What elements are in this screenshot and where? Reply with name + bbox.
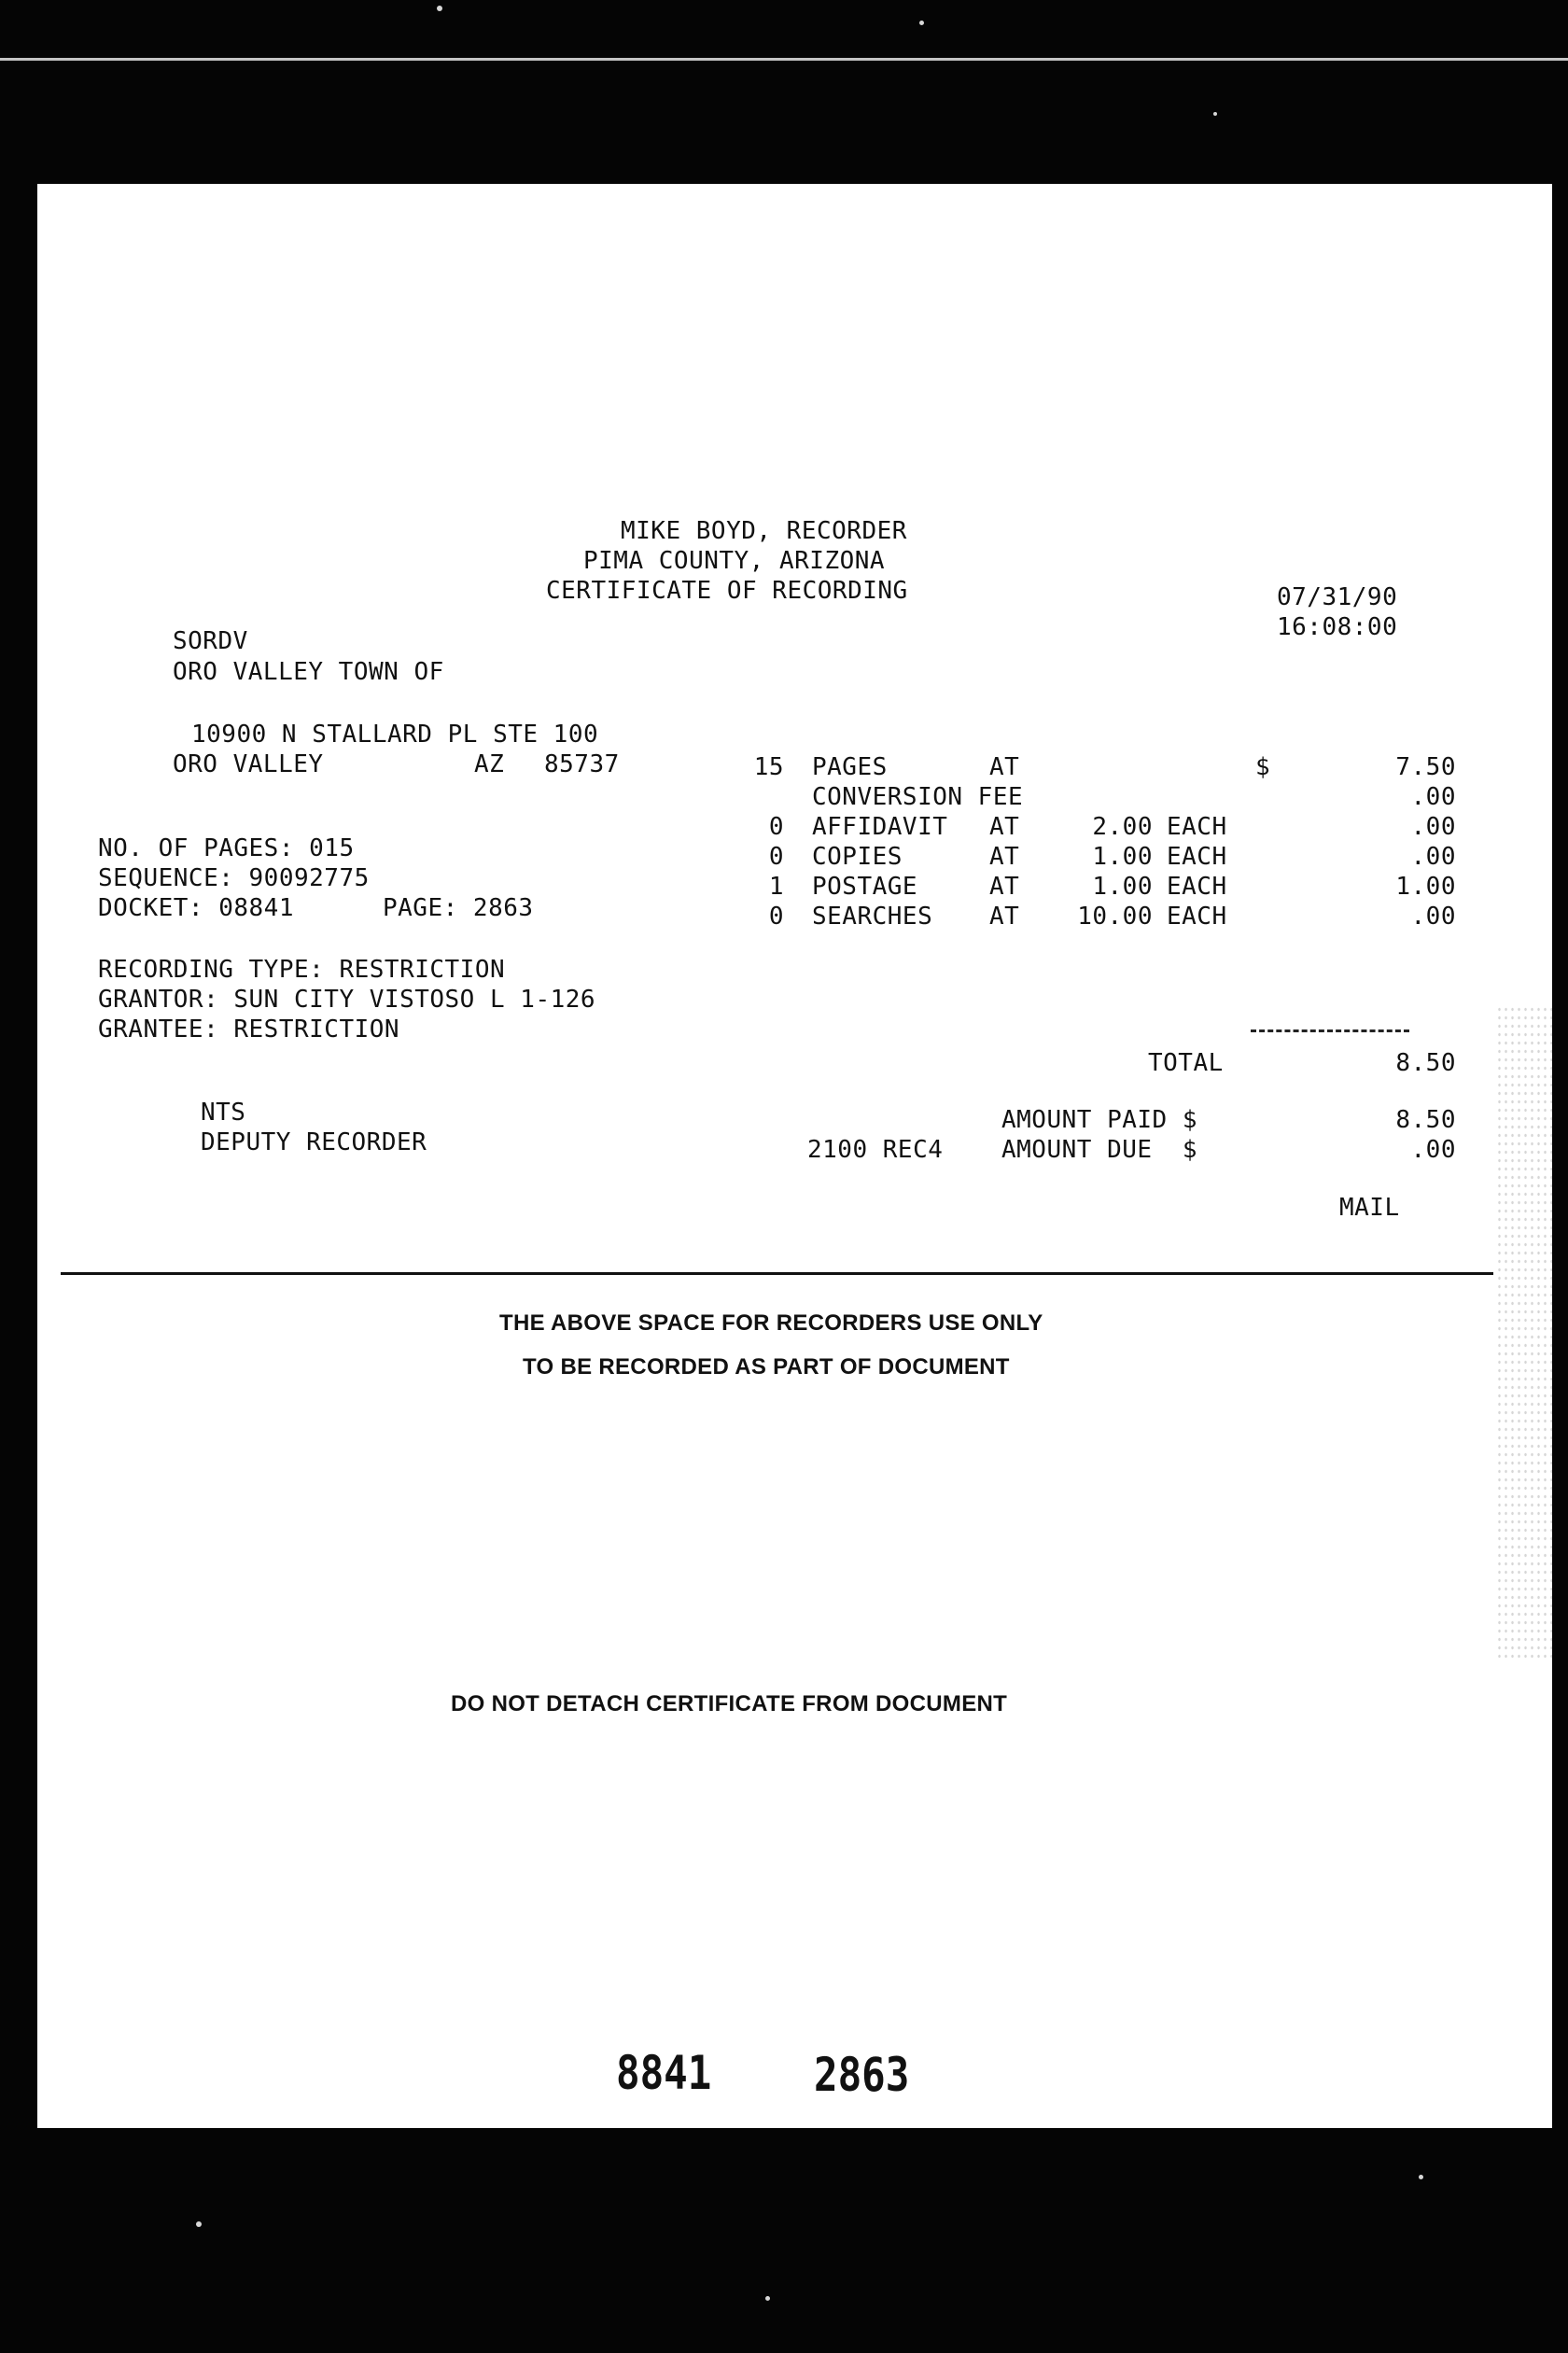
fee-qty: 0	[768, 813, 784, 841]
scan-speck	[437, 6, 442, 11]
party-city: ORO VALLEY	[173, 750, 324, 778]
fee-at: AT	[989, 813, 1020, 841]
fee-rate: 10.00	[1077, 903, 1153, 931]
scan-speck	[1213, 112, 1217, 116]
recording-type: RECORDING TYPE: RESTRICTION	[98, 956, 506, 984]
fee-item: PAGES	[812, 753, 888, 781]
number-of-pages: NO. OF PAGES: 015	[98, 834, 355, 862]
record-time: 16:08:00	[1277, 613, 1398, 641]
fee-item: AFFIDAVIT	[812, 813, 948, 841]
scan-speck	[765, 2296, 770, 2301]
scan-speck	[1419, 2175, 1423, 2179]
fee-amount: .00	[1410, 903, 1456, 931]
amount-paid: 8.50	[1395, 1106, 1456, 1134]
scan-edge-line	[0, 58, 1568, 61]
fee-amount: .00	[1410, 783, 1456, 811]
fee-item: COPIES	[812, 843, 903, 871]
do-not-detach-notice: DO NOT DETACH CERTIFICATE FROM DOCUMENT	[451, 1691, 1008, 1716]
fee-each: EACH	[1167, 873, 1227, 901]
fee-amount: 1.00	[1395, 873, 1456, 901]
fee-qty: 0	[768, 903, 784, 931]
recorder-space-rule	[61, 1272, 1493, 1275]
amount-due: .00	[1410, 1136, 1456, 1164]
recorder-use-notice: THE ABOVE SPACE FOR RECORDERS USE ONLY	[499, 1310, 1043, 1336]
register-code: 2100 REC4	[807, 1136, 944, 1164]
fee-at: AT	[989, 753, 1020, 781]
fee-qty: 15	[753, 753, 784, 781]
fee-item: CONVERSION FEE	[812, 783, 1024, 811]
scan-speck	[919, 21, 924, 25]
total-amount: 8.50	[1395, 1049, 1456, 1077]
fee-item: SEARCHES	[812, 903, 933, 931]
record-date: 07/31/90	[1277, 583, 1398, 611]
scan-speck	[196, 2221, 202, 2227]
docket-stamp: 8841	[616, 2046, 712, 2100]
party-state: AZ	[474, 750, 505, 778]
fee-amount: 7.50	[1395, 753, 1456, 781]
fee-rate: 2.00	[1092, 813, 1153, 841]
fee-rate: 1.00	[1092, 843, 1153, 871]
deputy-title: DEPUTY RECORDER	[201, 1128, 427, 1156]
grantee: GRANTEE: RESTRICTION	[98, 1015, 400, 1043]
amount-paid-label: AMOUNT PAID $	[1001, 1106, 1197, 1134]
fee-at: AT	[989, 903, 1020, 931]
fee-amount: .00	[1410, 843, 1456, 871]
grantor: GRANTOR: SUN CITY VISTOSO L 1-126	[98, 986, 596, 1014]
party-zip: 85737	[544, 750, 620, 778]
page-number: PAGE: 2863	[383, 894, 534, 922]
total-rule	[1251, 1029, 1409, 1032]
total-label: TOTAL	[1148, 1049, 1224, 1077]
fee-at: AT	[989, 843, 1020, 871]
docket-number: DOCKET: 08841	[98, 894, 294, 922]
fee-qty: 0	[768, 843, 784, 871]
certificate-title: CERTIFICATE OF RECORDING	[546, 577, 908, 605]
fee-each: EACH	[1167, 813, 1227, 841]
scan-noise	[1496, 1005, 1552, 1659]
fee-rate: 1.00	[1092, 873, 1153, 901]
record-as-part-notice: TO BE RECORDED AS PART OF DOCUMENT	[523, 1354, 1010, 1380]
fee-qty: 1	[768, 873, 784, 901]
fee-each: EACH	[1167, 843, 1227, 871]
party-code: SORDV	[173, 627, 248, 655]
certificate-page	[37, 184, 1552, 2128]
party-name: ORO VALLEY TOWN OF	[173, 658, 444, 686]
party-street: 10900 N STALLARD PL STE 100	[191, 721, 599, 749]
county-name: PIMA COUNTY, ARIZONA	[583, 547, 886, 575]
amount-due-label: AMOUNT DUE $	[1001, 1136, 1197, 1164]
fee-each: EACH	[1167, 903, 1227, 931]
fee-item: POSTAGE	[812, 873, 918, 901]
delivery-method: MAIL	[1339, 1194, 1400, 1222]
sequence-number: SEQUENCE: 90092775	[98, 864, 370, 892]
fee-at: AT	[989, 873, 1020, 901]
fee-dollar: $	[1255, 753, 1271, 781]
recorder-name: MIKE BOYD, RECORDER	[621, 517, 907, 545]
deputy-initials: NTS	[201, 1099, 246, 1127]
fee-amount: .00	[1410, 813, 1456, 841]
page-stamp: 2863	[814, 2048, 910, 2102]
